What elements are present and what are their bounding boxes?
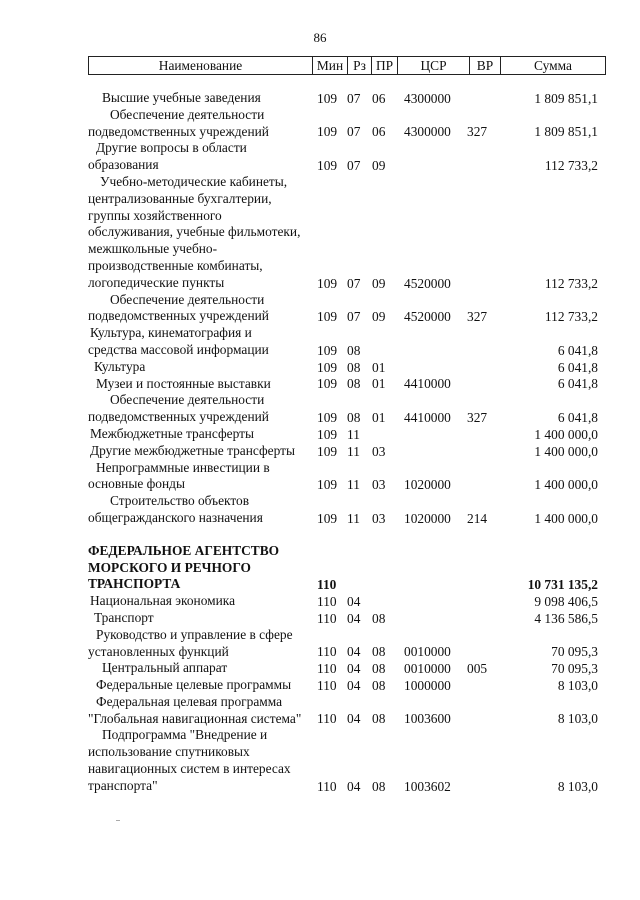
cell-min: 110 xyxy=(317,644,337,660)
row-name-line: Культура xyxy=(94,358,146,374)
cell-csr: 4300000 xyxy=(404,124,451,140)
row-name-line: установленных функций xyxy=(88,643,229,659)
section-gap xyxy=(0,527,640,543)
row-name-line: транспорта" xyxy=(88,777,158,793)
cell-sum: 1 809 851,1 xyxy=(534,90,598,106)
cell-sum: 112 733,2 xyxy=(544,275,598,291)
row-name-line: Высшие учебные заведения xyxy=(102,90,261,105)
cell-rz: 08 xyxy=(347,409,361,425)
cell-pr: 09 xyxy=(372,309,386,325)
row-name-line: обслуживания, учебные фильмотеки, xyxy=(88,224,301,240)
table-row xyxy=(0,107,640,141)
cell-pr: 06 xyxy=(372,124,386,140)
header-csr: ЦСР xyxy=(397,57,469,74)
cell-min: 110 xyxy=(317,711,337,727)
cell-pr: 01 xyxy=(372,359,386,375)
cell-csr: 4410000 xyxy=(404,376,451,392)
stray-mark xyxy=(116,820,120,821)
cell-min: 109 xyxy=(317,376,338,392)
cell-csr: 0010000 xyxy=(404,644,451,660)
table-row xyxy=(0,325,640,359)
cell-pr: 09 xyxy=(372,275,386,291)
row-name-line: навигационных систем в интересах xyxy=(88,761,291,777)
cell-csr: 1003600 xyxy=(404,711,451,727)
cell-sum: 9 098 406,5 xyxy=(534,593,598,609)
cell-pr: 03 xyxy=(372,510,386,526)
cell-pr: 08 xyxy=(372,778,386,794)
cell-sum: 1 400 000,0 xyxy=(534,510,598,526)
cell-vr: 214 xyxy=(467,510,488,526)
cell-pr: 08 xyxy=(372,677,386,693)
row-name-line: ФЕДЕРАЛЬНОЕ АГЕНТСТВО xyxy=(88,542,280,558)
cell-rz: 11 xyxy=(347,510,360,526)
row-name-line: образования xyxy=(88,157,159,173)
table-row xyxy=(0,443,640,460)
row-name-line: использование спутниковых xyxy=(88,744,250,760)
cell-sum: 70 095,3 xyxy=(551,644,598,660)
header-vr: ВР xyxy=(469,57,500,74)
table-row xyxy=(0,392,640,426)
row-name-line: МОРСКОГО И РЕЧНОГО xyxy=(88,559,251,575)
cell-pr: 01 xyxy=(372,376,386,392)
cell-rz: 08 xyxy=(347,359,361,375)
table-row xyxy=(0,359,640,376)
cell-min: 109 xyxy=(317,124,338,140)
cell-sum: 6 041,8 xyxy=(557,409,598,425)
cell-rz: 07 xyxy=(347,157,361,173)
cell-min: 110 xyxy=(317,593,337,609)
cell-vr: 005 xyxy=(467,661,488,677)
cell-min: 109 xyxy=(317,275,338,291)
table-row xyxy=(0,140,640,174)
row-name-line: Обеспечение деятельности xyxy=(110,106,265,122)
cell-sum: 8 103,0 xyxy=(557,778,598,794)
cell-sum: 6 041,8 xyxy=(557,359,598,375)
cell-min: 109 xyxy=(317,359,338,375)
row-name-line: подведомственных учреждений xyxy=(88,308,269,324)
header-min: Мин xyxy=(312,57,347,74)
cell-rz: 08 xyxy=(347,376,361,392)
table-row xyxy=(0,493,640,527)
cell-min: 109 xyxy=(317,426,338,442)
cell-sum: 8 103,0 xyxy=(557,677,598,693)
row-name-line: подведомственных учреждений xyxy=(88,123,269,139)
cell-rz: 04 xyxy=(347,677,361,693)
cell-min: 110 xyxy=(317,661,337,677)
header-name: Наименование xyxy=(158,58,243,73)
cell-sum: 4 136 586,5 xyxy=(534,610,598,626)
cell-rz: 07 xyxy=(347,90,361,106)
table-row xyxy=(0,376,640,393)
cell-min: 110 xyxy=(317,677,337,693)
row-name-line: группы хозяйственного xyxy=(88,207,222,223)
cell-rz: 08 xyxy=(347,342,361,358)
table-row xyxy=(0,627,640,661)
table-row xyxy=(0,610,640,627)
row-name-line: Непрограммные инвестиции в xyxy=(96,459,270,475)
table-row xyxy=(0,292,640,326)
table-row xyxy=(0,90,640,107)
cell-min: 109 xyxy=(317,157,338,173)
table-body xyxy=(0,90,640,795)
row-name-line: Обеспечение деятельности xyxy=(110,291,265,307)
table-row xyxy=(0,543,640,593)
cell-sum: 1 400 000,0 xyxy=(534,443,598,459)
row-name-line: Федеральная целевая программа xyxy=(96,693,283,709)
table-row xyxy=(0,460,640,494)
cell-sum: 8 103,0 xyxy=(557,711,598,727)
cell-rz: 04 xyxy=(347,593,361,609)
cell-pr: 03 xyxy=(372,443,386,459)
row-name-line: Центральный аппарат xyxy=(102,660,228,676)
cell-sum: 6 041,8 xyxy=(557,376,598,392)
table-row xyxy=(0,694,640,728)
row-name-line: Учебно-методические кабинеты, xyxy=(100,173,288,189)
cell-pr: 01 xyxy=(372,409,386,425)
cell-csr: 1003602 xyxy=(404,778,451,794)
cell-pr: 08 xyxy=(372,711,386,727)
row-name-line: Транспорт xyxy=(94,609,154,625)
row-name-line: средства массовой информации xyxy=(88,341,269,357)
cell-pr: 03 xyxy=(372,477,386,493)
cell-sum: 112 733,2 xyxy=(544,309,598,325)
cell-vr: 327 xyxy=(467,124,488,140)
cell-pr: 08 xyxy=(372,644,386,660)
cell-sum: 1 400 000,0 xyxy=(534,477,598,493)
row-name-line: централизованные бухгалтерии, xyxy=(88,190,272,206)
row-name-line: Другие вопросы в области xyxy=(96,140,247,156)
row-name-line: Строительство объектов xyxy=(110,493,250,509)
cell-rz: 07 xyxy=(347,275,361,291)
cell-csr: 1020000 xyxy=(404,477,451,493)
table-row xyxy=(0,727,640,794)
cell-min: 110 xyxy=(317,577,337,593)
cell-vr: 327 xyxy=(467,409,488,425)
table-row xyxy=(0,426,640,443)
cell-min: 109 xyxy=(317,342,338,358)
cell-rz: 04 xyxy=(347,661,361,677)
cell-rz: 07 xyxy=(347,124,361,140)
cell-pr: 09 xyxy=(372,157,386,173)
row-name-line: Национальная экономика xyxy=(90,593,236,609)
cell-csr: 1000000 xyxy=(404,677,451,693)
row-name-line: Подпрограмма "Внедрение и xyxy=(102,727,268,743)
table-row xyxy=(0,593,640,610)
cell-pr: 08 xyxy=(372,610,386,626)
cell-sum: 1 400 000,0 xyxy=(534,426,598,442)
cell-vr: 327 xyxy=(467,309,488,325)
cell-rz: 07 xyxy=(347,309,361,325)
cell-min: 109 xyxy=(317,443,338,459)
header-rz: Рз xyxy=(347,57,371,74)
row-name-line: Межбюджетные трансферты xyxy=(90,425,254,441)
table-row xyxy=(0,660,640,677)
row-name-line: подведомственных учреждений xyxy=(88,409,269,425)
row-name-line: Культура, кинематография и xyxy=(90,325,252,341)
cell-pr: 08 xyxy=(372,661,386,677)
cell-csr: 1020000 xyxy=(404,510,451,526)
cell-csr: 4300000 xyxy=(404,90,451,106)
row-name-line: производственные комбинаты, xyxy=(88,257,263,273)
cell-sum: 112 733,2 xyxy=(544,157,598,173)
cell-min: 109 xyxy=(317,90,338,106)
cell-rz: 04 xyxy=(347,610,361,626)
cell-pr: 06 xyxy=(372,90,386,106)
table-row xyxy=(0,174,640,292)
table-header xyxy=(88,56,606,75)
cell-min: 109 xyxy=(317,309,338,325)
cell-min: 109 xyxy=(317,510,338,526)
cell-sum: 1 809 851,1 xyxy=(534,124,598,140)
row-name-line: основные фонды xyxy=(88,476,185,492)
cell-csr: 4520000 xyxy=(404,275,451,291)
cell-min: 110 xyxy=(317,610,337,626)
cell-rz: 11 xyxy=(347,426,360,442)
cell-min: 110 xyxy=(317,778,337,794)
cell-sum: 70 095,3 xyxy=(551,661,598,677)
header-sum: Сумма xyxy=(500,57,605,74)
row-name-line: Другие межбюджетные трансферты xyxy=(90,442,295,458)
row-name-line: общегражданского назначения xyxy=(88,509,263,525)
row-name-line: Обеспечение деятельности xyxy=(110,392,265,408)
cell-csr: 4410000 xyxy=(404,409,451,425)
row-name-line: ТРАНСПОРТА xyxy=(88,576,181,592)
cell-min: 109 xyxy=(317,409,338,425)
row-name-line: Федеральные целевые программы xyxy=(96,677,292,693)
row-name-line: логопедические пункты xyxy=(88,274,225,290)
cell-csr: 4520000 xyxy=(404,309,451,325)
cell-rz: 04 xyxy=(347,711,361,727)
cell-rz: 11 xyxy=(347,477,360,493)
header-pr: ПР xyxy=(371,57,397,74)
cell-csr: 0010000 xyxy=(404,661,451,677)
cell-rz: 11 xyxy=(347,443,360,459)
cell-rz: 04 xyxy=(347,778,361,794)
cell-min: 109 xyxy=(317,477,338,493)
cell-sum: 6 041,8 xyxy=(557,342,598,358)
row-name-line: межшкольные учебно- xyxy=(88,241,218,257)
row-name-line: Руководство и управление в сфере xyxy=(96,626,293,642)
cell-rz: 04 xyxy=(347,644,361,660)
page-number: 86 xyxy=(313,30,327,45)
row-name-line: "Глобальная навигационная система" xyxy=(88,710,302,726)
table-row xyxy=(0,677,640,694)
cell-sum: 10 731 135,2 xyxy=(527,577,598,593)
row-name-line: Музеи и постоянные выставки xyxy=(96,375,271,391)
